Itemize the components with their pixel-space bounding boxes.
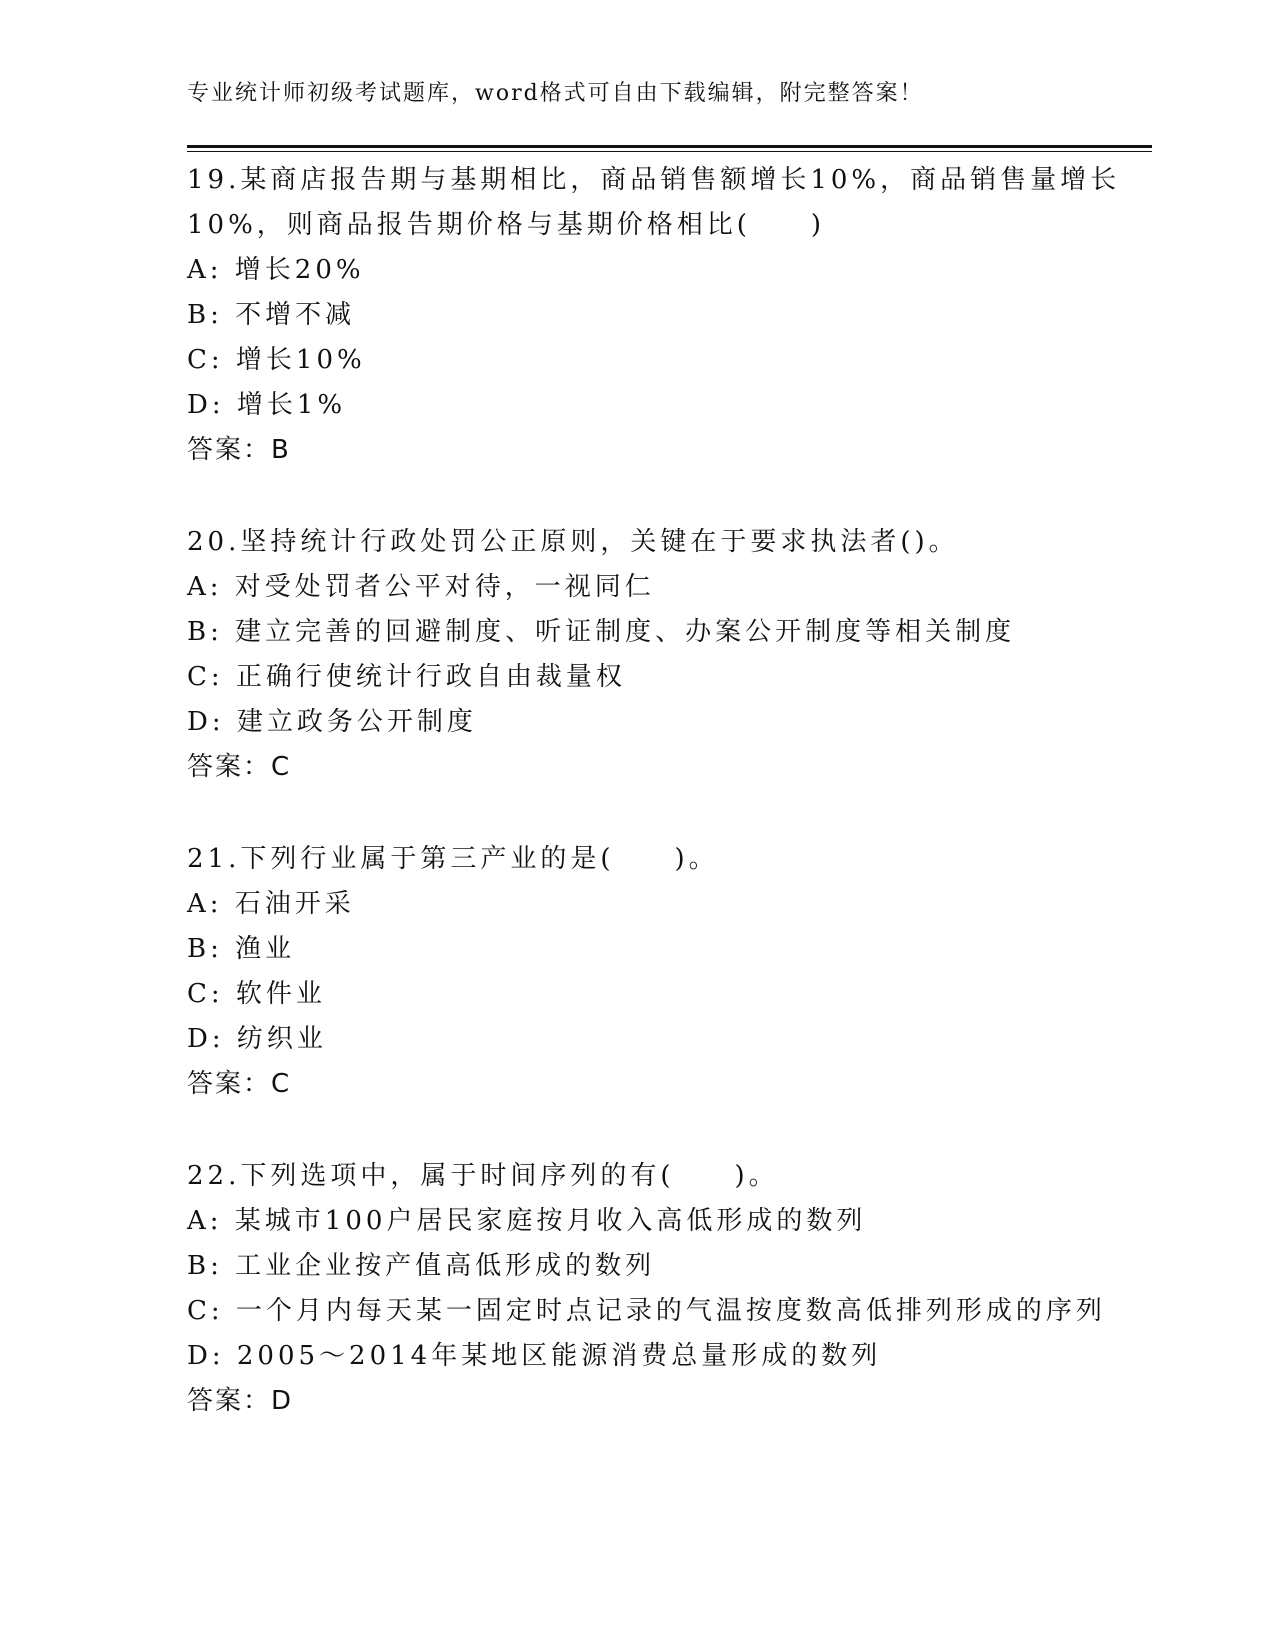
question-20 (187, 520, 1127, 790)
option-b: B: 不增不减 (187, 300, 356, 330)
option-a: A: 某城市100户居民家庭按月收入高低形成的数列 (187, 1206, 867, 1236)
question-22 (187, 1154, 1127, 1424)
option-b: B: 建立完善的回避制度、听证制度、办案公开制度等相关制度 (187, 617, 1016, 647)
answer-line: 答案：C (187, 1069, 292, 1099)
question-stem-line: 20.坚持统计行政处罚公正原则，关键在于要求执法者()。 (187, 527, 959, 557)
question-stem-line: 21.下列行业属于第三产业的是( )。 (187, 844, 719, 874)
question-list (187, 158, 1127, 1471)
header-rule-thin (187, 151, 1152, 152)
option-c: C: 正确行使统计行政自由裁量权 (187, 662, 626, 692)
question-stem-line: 10%，则商品报告期价格与基期价格相比( ) (187, 210, 826, 240)
answer-line: 答案：C (187, 752, 292, 782)
question-21 (187, 837, 1127, 1107)
page-header: 专业统计师初级考试题库，word格式可自由下载编辑，附完整答案！ (187, 81, 924, 106)
option-d: D: 增长1% (187, 390, 347, 420)
option-a: A: 对受处罚者公平对待，一视同仁 (187, 572, 655, 602)
question-stem-line: 22.下列选项中，属于时间序列的有( )。 (187, 1161, 779, 1191)
option-a: A: 增长20% (187, 255, 365, 285)
option-c: C: 增长10% (187, 345, 366, 375)
answer-line: 答案：D (187, 1386, 294, 1416)
option-c: C: 软件业 (187, 979, 326, 1009)
question-stem-line: 19.某商店报告期与基期相比，商品销售额增长10%，商品销售量增长 (187, 165, 1121, 195)
option-c: C: 一个月内每天某一固定时点记录的气温按度数高低排列形成的序列 (187, 1296, 1106, 1326)
option-b: B: 工业企业按产值高低形成的数列 (187, 1251, 656, 1281)
header-rule-thick (187, 145, 1152, 148)
question-19 (187, 158, 1127, 473)
option-d: D: 2005～2014年某地区能源消费总量形成的数列 (187, 1341, 882, 1371)
option-a: A: 石油开采 (187, 889, 355, 919)
answer-line: 答案：B (187, 435, 291, 465)
option-d: D: 纺织业 (187, 1024, 327, 1054)
option-d: D: 建立政务公开制度 (187, 707, 477, 737)
option-b: B: 渔业 (187, 934, 296, 964)
